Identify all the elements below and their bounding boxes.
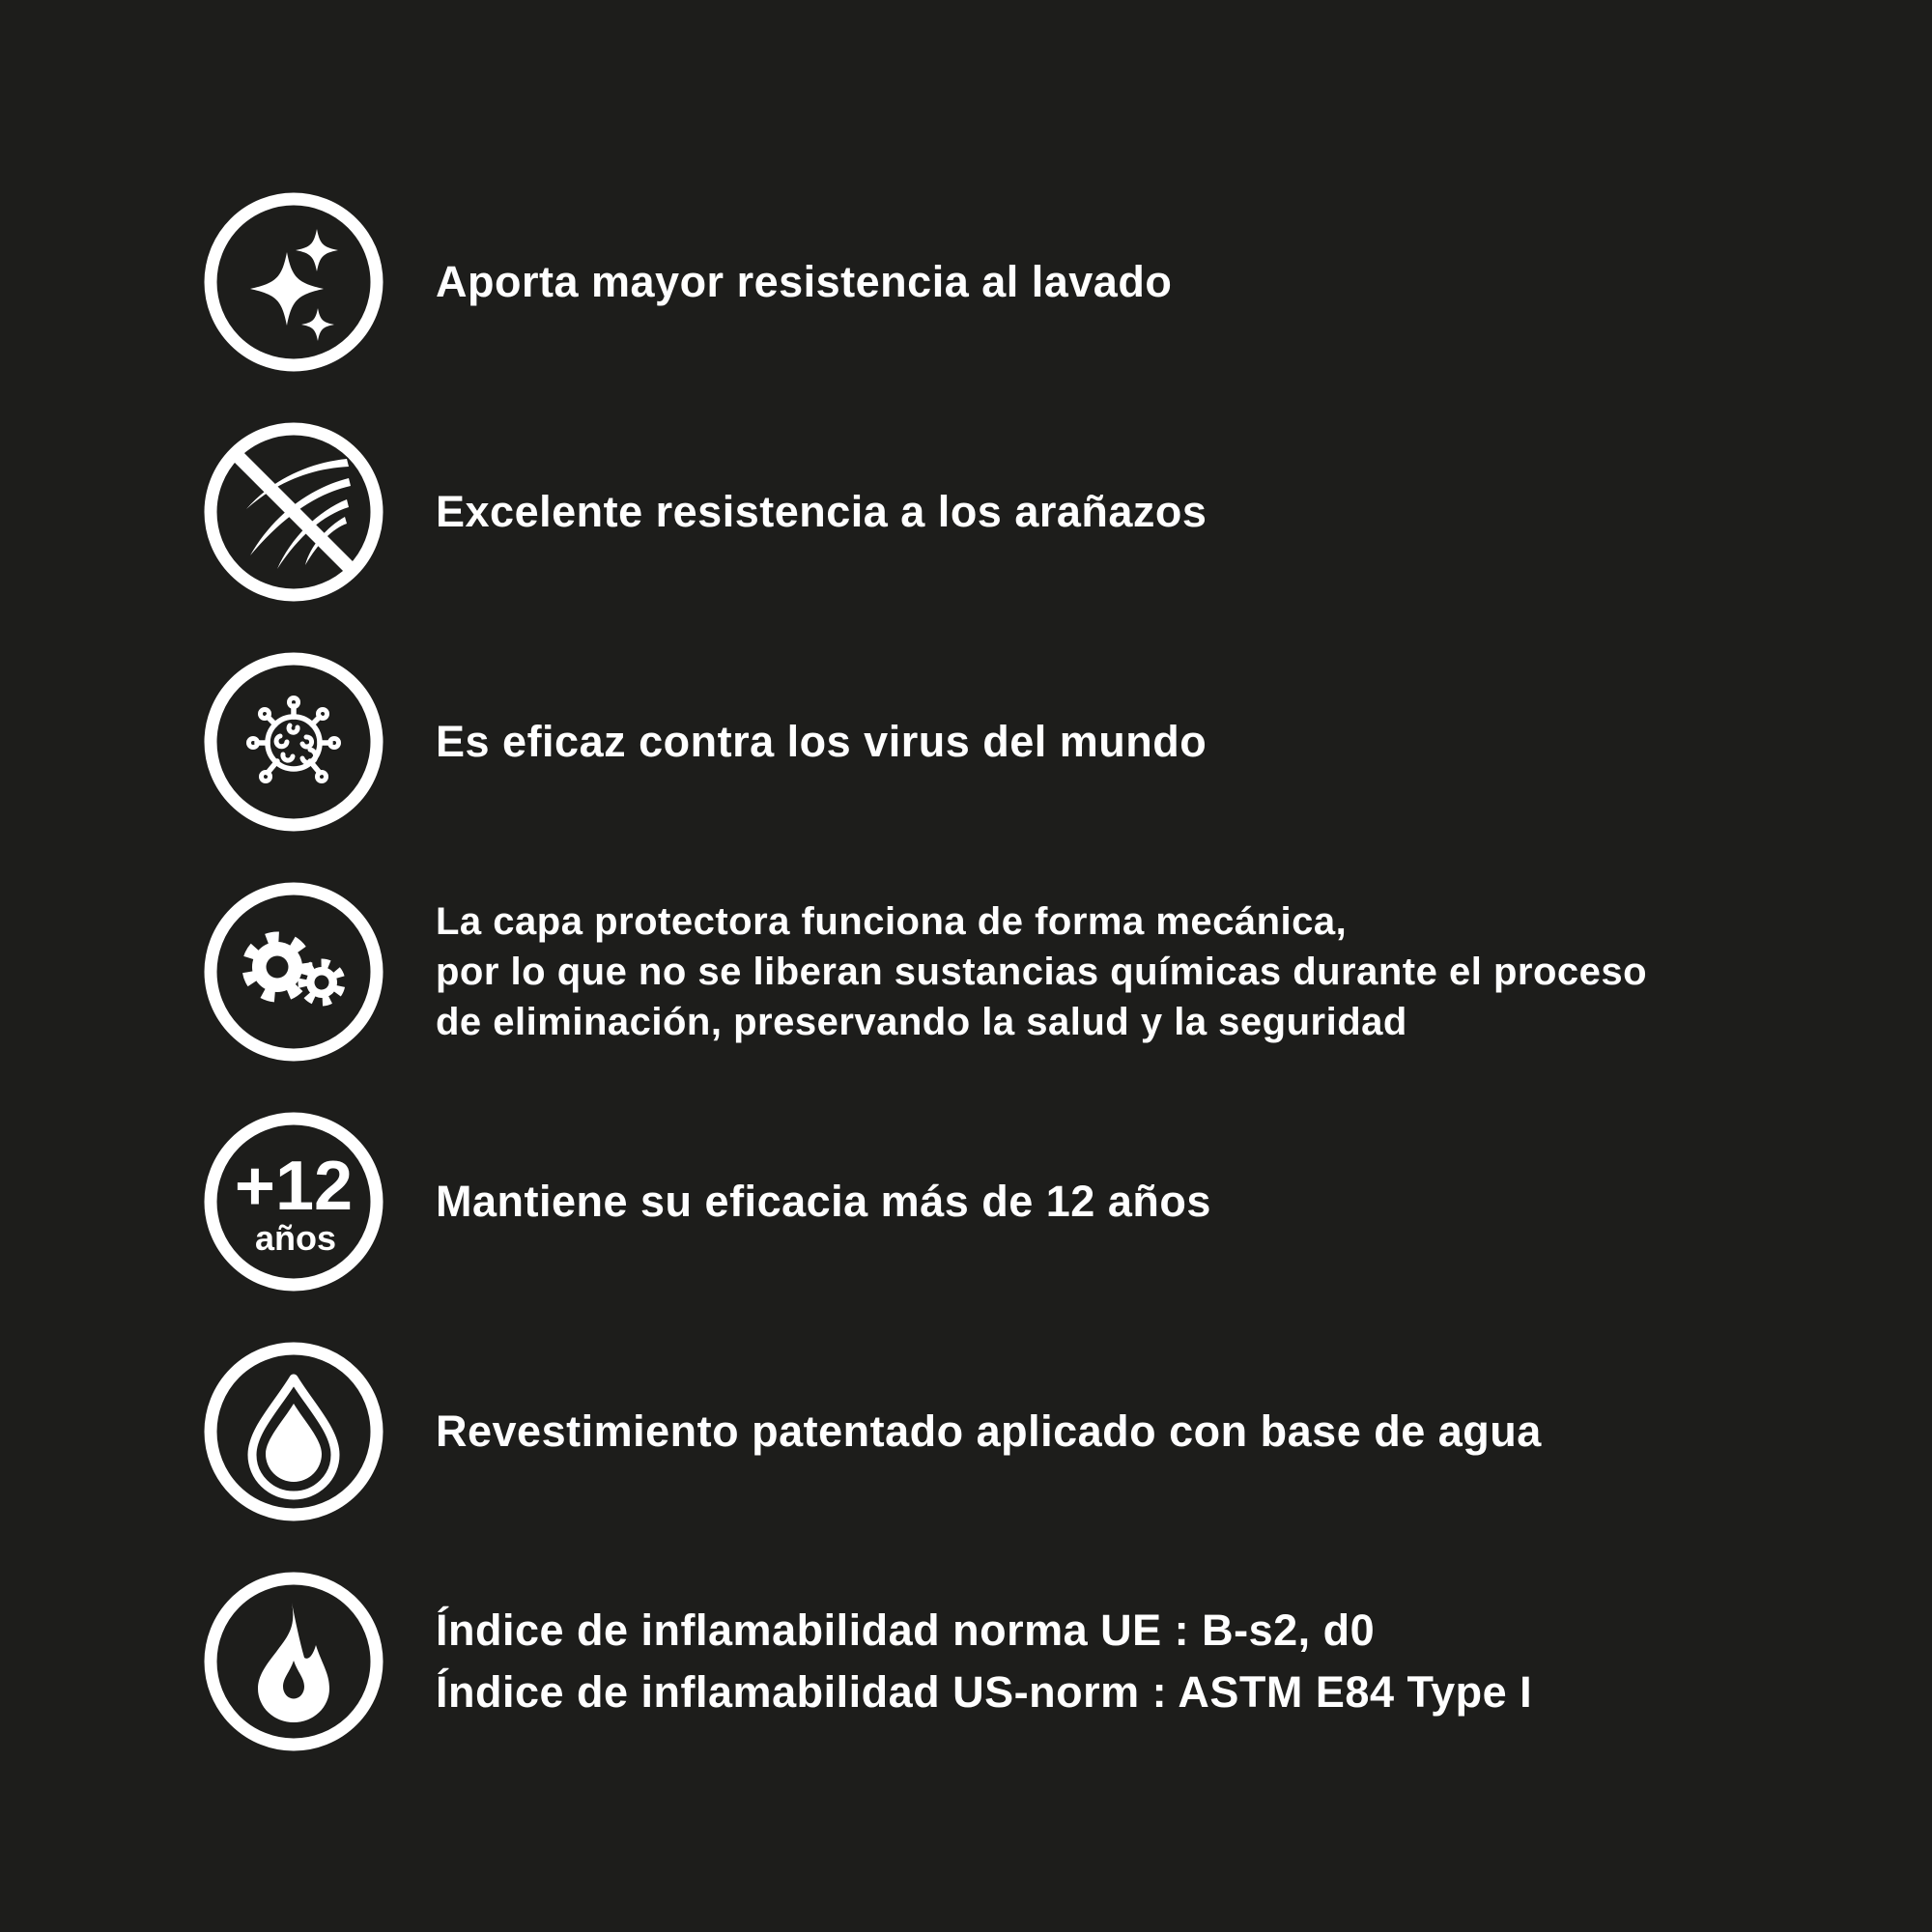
feature-row-water-based bbox=[202, 1340, 1874, 1523]
feature-line: de eliminación, preservando la salud y la seguridad bbox=[436, 1001, 1407, 1043]
flame-icon bbox=[202, 1570, 385, 1753]
feature-line: La capa protectora funciona de forma mecánica, bbox=[436, 900, 1348, 943]
feature-row-wash-resistance bbox=[202, 190, 1874, 374]
feature-row-mechanical-action bbox=[202, 880, 1874, 1064]
feature-row-12-years bbox=[202, 1110, 1874, 1293]
feature-line: Índice de inflamabilidad norma UE : B-s2, d0 bbox=[436, 1605, 1376, 1656]
gears-icon bbox=[202, 880, 385, 1064]
feature-line: Aporta mayor resistencia al lavado bbox=[436, 257, 1173, 307]
water-drop-icon bbox=[202, 1340, 385, 1523]
feature-row-flammability bbox=[202, 1570, 1874, 1753]
feature-text bbox=[436, 1403, 1542, 1460]
sparkles-icon bbox=[202, 190, 385, 374]
feature-line: Mantiene su eficacia más de 12 años bbox=[436, 1177, 1211, 1227]
feature-text bbox=[436, 713, 1207, 770]
feature-text bbox=[436, 1173, 1211, 1230]
badge-anos-text: años bbox=[254, 1218, 337, 1258]
virus-icon bbox=[202, 650, 385, 834]
plus-12-years-icon bbox=[202, 1110, 385, 1293]
no-scratch-icon bbox=[202, 420, 385, 604]
feature-text bbox=[436, 1600, 1532, 1723]
feature-line: Revestimiento patentado aplicado con base de agua bbox=[436, 1406, 1542, 1457]
feature-line: Índice de inflamabilidad US-norm : ASTM E84 Type I bbox=[436, 1667, 1533, 1717]
feature-line: Excelente resistencia a los arañazos bbox=[436, 487, 1208, 537]
feature-text bbox=[436, 253, 1172, 310]
feature-text bbox=[436, 483, 1207, 540]
feature-line: Es eficaz contra los virus del mundo bbox=[436, 717, 1208, 767]
feature-row-scratch-resistance bbox=[202, 420, 1874, 604]
feature-row-virus-protection bbox=[202, 650, 1874, 834]
feature-line: por lo que no se liberan sustancias químicas durante el proceso bbox=[436, 951, 1648, 993]
feature-text bbox=[436, 896, 1647, 1047]
badge-plus12-text: +12 bbox=[234, 1148, 354, 1225]
